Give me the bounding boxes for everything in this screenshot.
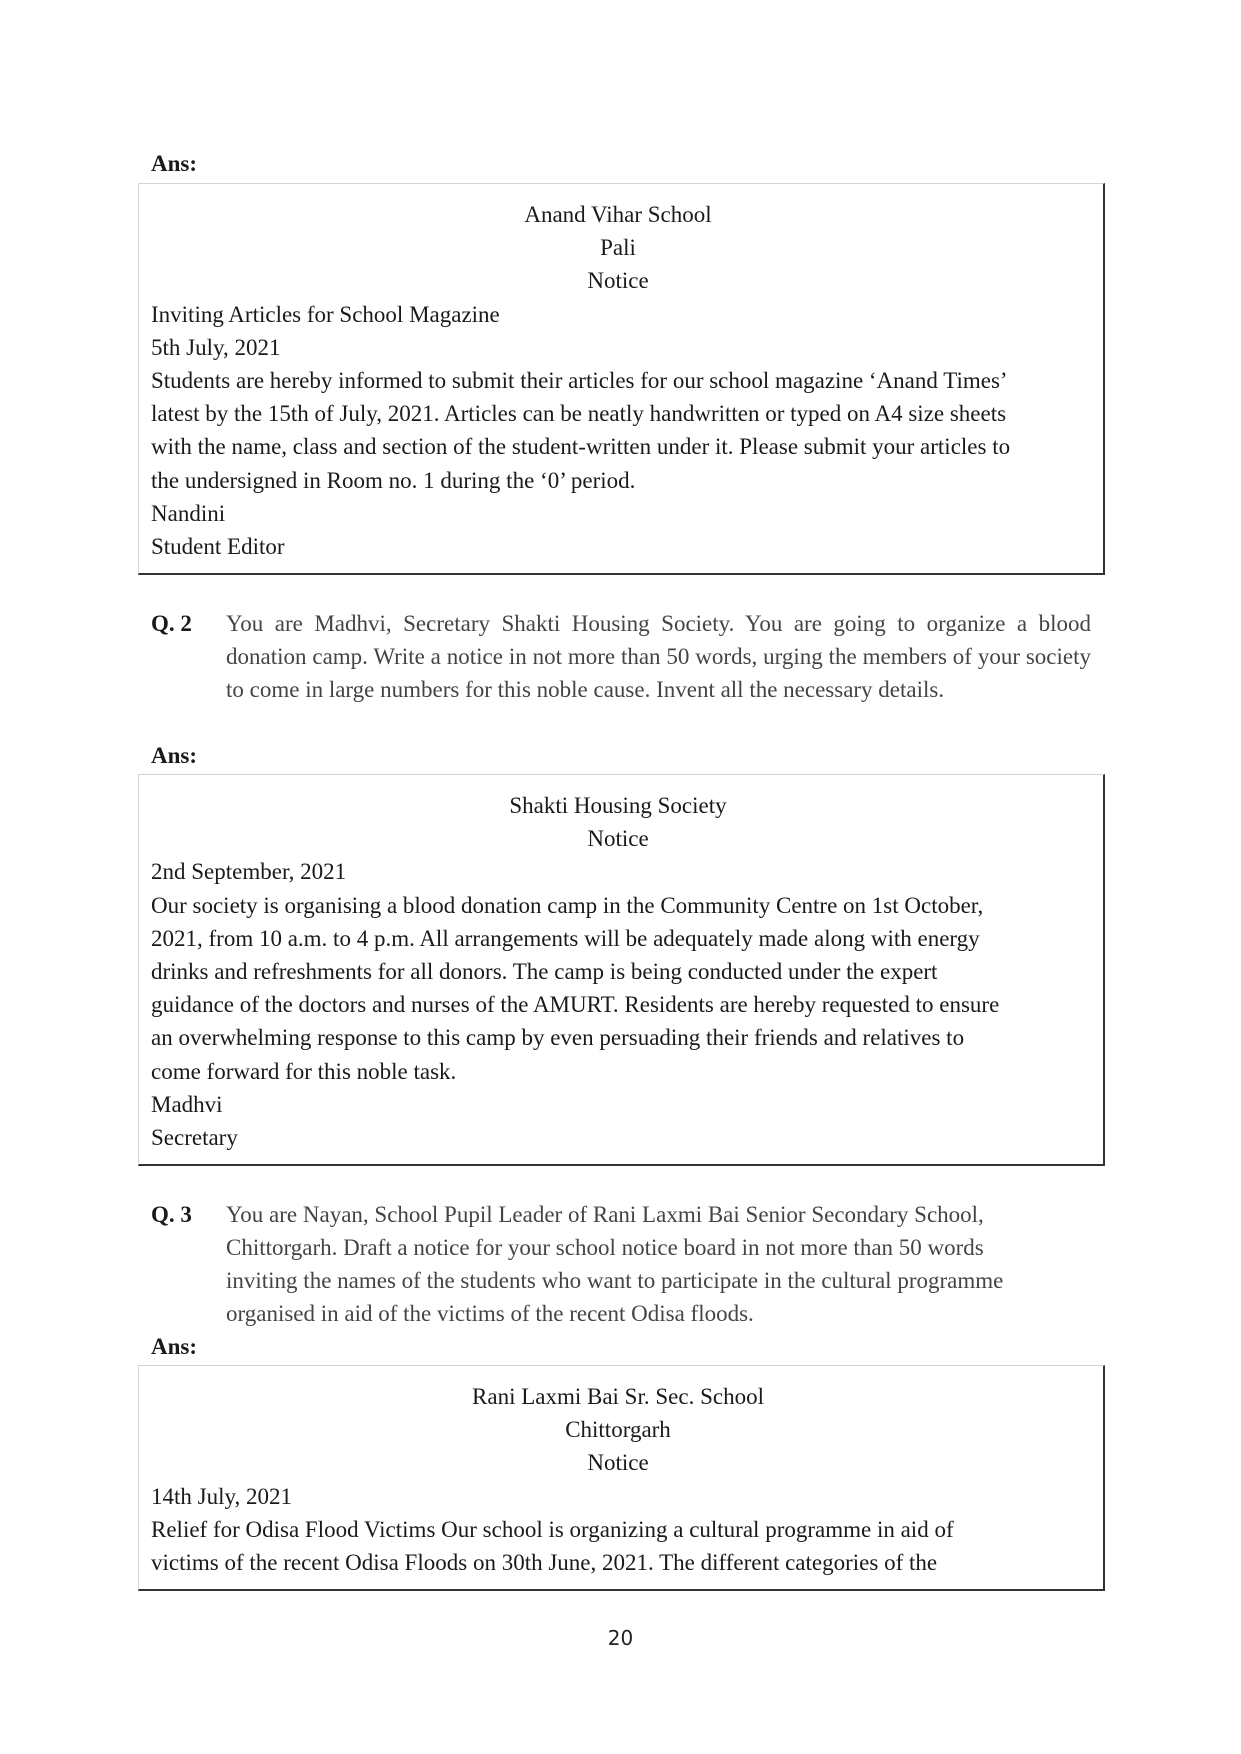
ans-label: Ans:: [151, 743, 198, 768]
notice-body-line: 2021, from 10 a.m. to 4 p.m. All arrangements will be adequately made along with energy: [151, 925, 980, 951]
notice-box-1: [138, 183, 1105, 575]
question-3: [151, 1198, 1091, 1330]
notice-body-line: latest by the 15th of July, 2021. Articles can be neatly handwritten or typed on A4 size sheets: [151, 401, 1007, 427]
question-text: You are Madhvi, Secretary Shakti Housing Society. You are going to organize a blood donation camp. Write a notice in not more than 50 words, urging the members of your society to come in large numbers for this noble cause. Invent all the necessary details.: [226, 611, 1091, 702]
notice-box-2: [138, 774, 1105, 1166]
page-number: 20: [607, 1626, 634, 1650]
question-number: Q. 2: [151, 611, 192, 636]
notice-body-line: with the name, class and section of the student-written under it. Please submit your articles to: [151, 434, 1011, 460]
notice-body-line: the undersigned in Room no. 1 during the ‘0’ period.: [151, 467, 636, 493]
notice-body-line: Relief for Odisa Flood Victims Our school is organizing a cultural programme in aid of: [151, 1516, 954, 1542]
notice-date: 5th July, 2021: [151, 334, 281, 360]
notice-body-line: Our society is organising a blood donation camp in the Community Centre on 1st October,: [151, 892, 984, 918]
question-2: [151, 607, 1091, 706]
notice-body-line: guidance of the doctors and nurses of the AMURT. Residents are hereby requested to ensure: [151, 992, 1000, 1018]
question-text-line: You are Nayan, School Pupil Leader of Rani Laxmi Bai Senior Secondary School,: [226, 1202, 984, 1227]
question-number: Q. 3: [151, 1202, 192, 1227]
notice-school: Anand Vihar School: [524, 202, 712, 227]
notice-date: 2nd September, 2021: [151, 859, 347, 885]
ans-label: Ans:: [151, 151, 198, 176]
notice-organisation: Shakti Housing Society: [509, 793, 727, 818]
ans-label: Ans:: [151, 1334, 198, 1359]
notice-heading: Notice: [587, 826, 649, 852]
notice-body-line: come forward for this noble task.: [151, 1058, 457, 1084]
notice-box-3: [138, 1365, 1105, 1591]
notice-body-line: drinks and refreshments for all donors. The camp is being conducted under the expert: [151, 959, 938, 985]
question-text-line: inviting the names of the students who want to participate in the cultural programme: [226, 1268, 1004, 1293]
notice-body-line: Students are hereby informed to submit their articles for our school magazine ‘Anand Times’: [151, 368, 1008, 394]
notice-designation: Student Editor: [151, 534, 285, 560]
question-text-line: organised in aid of the victims of the recent Odisa floods.: [226, 1301, 754, 1326]
question-text-line: Chittorgarh. Draft a notice for your school notice board in not more than 50 words: [226, 1235, 984, 1260]
notice-place: Pali: [600, 235, 636, 261]
notice-school: Rani Laxmi Bai Sr. Sec. School: [472, 1384, 764, 1409]
notice-subject: Inviting Articles for School Magazine: [151, 301, 500, 327]
notice-heading: Notice: [587, 1450, 649, 1476]
notice-body-line: victims of the recent Odisa Floods on 30th June, 2021. The different categories of the: [151, 1550, 938, 1576]
notice-signatory: Nandini: [151, 500, 226, 526]
notice-place: Chittorgarh: [565, 1417, 671, 1443]
notice-designation: Secretary: [151, 1125, 238, 1151]
notice-date: 14th July, 2021: [151, 1483, 292, 1509]
notice-heading: Notice: [587, 268, 649, 294]
notice-body-line: an overwhelming response to this camp by even persuading their friends and relatives to: [151, 1025, 965, 1051]
notice-signatory: Madhvi: [151, 1091, 223, 1117]
